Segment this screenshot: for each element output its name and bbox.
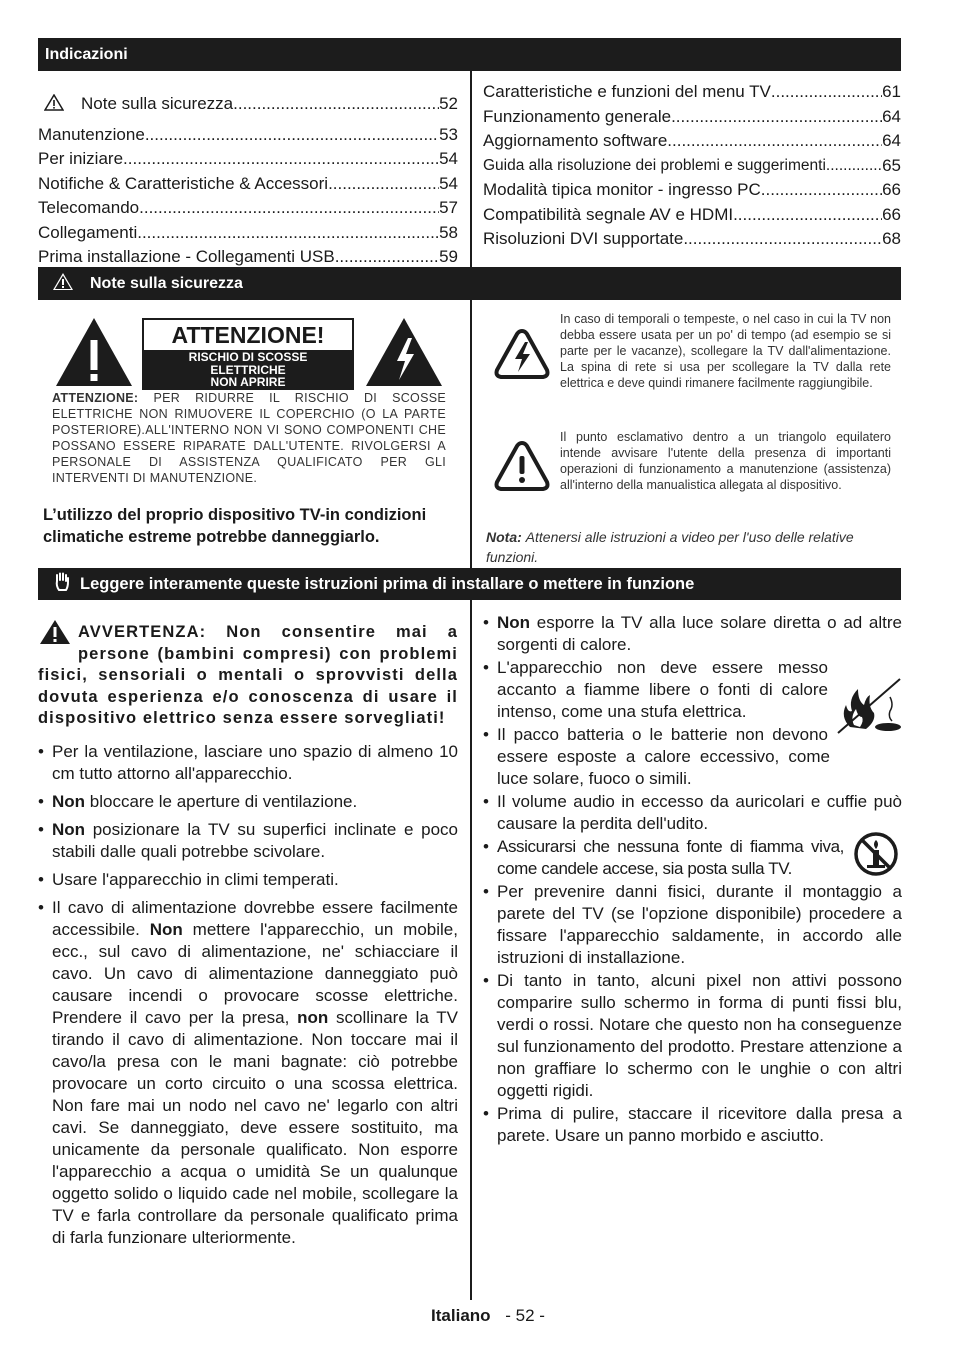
- note-label: Nota:: [486, 529, 522, 545]
- lightning-triangle-icon: [364, 316, 444, 388]
- list-item: • Per prevenire danni fisici, durante il montaggio a parete del TV (se l'opzione disponibile) procedere a fissare l'apparecchio saldamente, in accordo alle istruzioni di installazione.: [483, 881, 902, 969]
- list-item: • Di tanto in tanto, alcuni pixel non attivi possono comparire sullo schermo in forma di punti fissi blu, verdi o rossi. Notare che questo non ha conseguenze sul funzionamento del prodotto. Prestare attenzione a non graffiare lo schermo con le unghie o con altri oggetti rigidi.: [483, 970, 902, 1102]
- toc-entry[interactable]: [483, 80, 901, 105]
- footer: [0, 1306, 954, 1326]
- toc-page: 54: [439, 149, 458, 168]
- toc-right: [483, 80, 901, 252]
- caution-line: ELETTRICHE: [210, 362, 286, 377]
- toc-label: Funzionamento generale: [483, 106, 672, 126]
- toc-page: 66: [882, 180, 901, 199]
- hand-icon: [54, 572, 80, 597]
- caution-block: [38, 308, 458, 508]
- list-item: • Assicurarsi che nessuna fonte di fiamma viva, come candele accese, sia posta sulla TV.: [483, 836, 902, 880]
- caution-label-box: [142, 318, 354, 390]
- toc-page: 65: [882, 155, 901, 175]
- toc-page: 52: [439, 94, 458, 113]
- list-item: • Il volume audio in eccesso da auricolari e cuffie può causare la perdita dell'udito.: [483, 791, 902, 835]
- toc-page: 58: [439, 222, 458, 242]
- list-item: • Prima di pulire, staccare il ricevitore dalla presa a parete. Usare un panno morbido e asciutto.: [483, 1103, 902, 1147]
- warning-triangle-icon: [52, 272, 90, 296]
- caution-text: [52, 390, 446, 486]
- caution-line: NON APRIRE: [210, 375, 286, 389]
- toc-page: 64: [882, 131, 901, 150]
- toc-label: Guida alla risoluzione dei problemi e suggerimenti: [483, 156, 826, 174]
- instructions-divider: [470, 600, 472, 1300]
- caution-text-label: ATTENZIONE:: [52, 391, 139, 405]
- toc-entry[interactable]: [483, 178, 901, 203]
- warning-triangle-icon: [38, 619, 72, 645]
- list-item: • L'apparecchio non deve essere messo accanto a fiamme libere o fonti di calore intenso, come una stufa elettrica.: [483, 657, 902, 723]
- toc-label: Aggiornamento software: [483, 131, 668, 150]
- read-instructions-title: Leggere interamente queste istruzioni prima di installare o mettere in funzione: [80, 574, 695, 593]
- toc-label: Telecomando: [38, 198, 140, 217]
- toc-page: 59: [439, 247, 458, 266]
- note: [486, 527, 904, 567]
- caution-line: RISCHIO DI SCOSSE: [188, 350, 308, 364]
- toc-label: Compatibilità segnale AV e HDMI: [483, 204, 734, 224]
- avvertenza-block: [38, 622, 458, 730]
- safety-divider: [470, 300, 472, 568]
- toc-page: 68: [882, 229, 901, 248]
- extreme-weather-warning: L’utilizzo del proprio dispositivo TV-in condizioni climatiche estreme potrebbe danneggiarlo.: [43, 506, 427, 546]
- caution-heading: ATTENZIONE!: [171, 322, 325, 348]
- toc-label: Collegamenti: [38, 222, 138, 242]
- toc-divider: [470, 71, 472, 267]
- list-item: • Il pacco batteria o le batterie non devono essere esposte a calore eccessivo, come luce solare, fuoco o simili.: [483, 724, 902, 790]
- exclamation-triangle-icon: [54, 316, 134, 388]
- toc-label: Manutenzione: [38, 124, 145, 144]
- lightning-text: In caso di temporali o tempeste, o nel caso in cui la TV non debba essere usata per un po' di tempo (ad esempio se si parte per le vacanze), scollegare la TV dall'alimentazione. La spina di rete si usa per scollegare la TV dalla rete elettrica e deve quindi rimanere facilmente raggiungibile.: [560, 312, 891, 390]
- exclamation-text: Il punto esclamativo dentro a un triangolo equilatero intende avvisare l'utente della presenza di importanti operazioni di funzionamento a manutenzione (assistenza) all'interno della manualistica allegata al dispositivo.: [560, 430, 891, 492]
- toc-page: 53: [439, 124, 458, 144]
- toc-entry[interactable]: [483, 227, 901, 252]
- toc-entry[interactable]: [483, 105, 901, 130]
- list-item: • Non esporre la TV alla luce solare diretta o ad altre sorgenti di calore.: [483, 612, 902, 656]
- toc-label: Note sulla sicurezza: [81, 94, 234, 113]
- toc-page: 57: [439, 198, 458, 217]
- exclamation-rounded-icon: [494, 440, 550, 492]
- toc-label: Notifiche & Caratteristiche & Accessori: [38, 173, 329, 193]
- toc-label: Per iniziare: [38, 149, 124, 168]
- toc-page: 54: [439, 173, 458, 193]
- toc-label: Modalità tipica monitor - ingresso PC: [483, 180, 761, 199]
- toc-label: Prima installazione - Collegamenti USB: [38, 247, 335, 266]
- right-instructions-list: [483, 612, 902, 1153]
- list-item: • Usare l'apparecchio in climi temperati.: [38, 869, 458, 891]
- lightning-rounded-icon: [494, 328, 550, 380]
- list-item: • Non bloccare le aperture di ventilazione.: [38, 791, 458, 813]
- toc-header-bar: [38, 38, 901, 71]
- toc-left: [38, 92, 458, 270]
- list-item: • Il cavo di alimentazione dovrebbe essere facilmente accessibile. Non mettere l'apparecchio, un mobile, ecc., sul cavo di alimentazione, ne' schiacciare il cavo. Un cavo di alimentazione danneggiato può causare incendi o provocare scosse elettriche. Prendere il cavo per la presa, non scollinare la TV tirando il cavo di alimentazione. Non toccare mai il cavo/la presa con le mani bagnate: ciò potrebbe provocare un corto circuito o una scossa elettrica. Non fare mai un nodo nel cavo ne' legarlo con altri cavi. Se danneggiato, deve essere sostituito, ma unicamente da personale qualificato. Non esporre l'apparecchio a acqua o umidità Se un qualunque oggetto solido o liquido cade nel mobile, scollegare la TV e farla controllare da personale qualificato prima di farla funzionare ulteriormente.: [38, 897, 458, 1249]
- toc-header-title: Indicazioni: [45, 45, 128, 63]
- toc-page: 61: [882, 82, 901, 101]
- toc-page: 66: [882, 204, 901, 224]
- footer-page-number: - 52 -: [505, 1306, 545, 1325]
- read-instructions-bar: [38, 568, 901, 600]
- toc-entry[interactable]: [483, 203, 901, 228]
- no-candle-icon: [852, 830, 900, 878]
- footer-language: Italiano: [431, 1306, 491, 1325]
- toc-entry[interactable]: [483, 154, 901, 179]
- toc-entry[interactable]: [38, 147, 458, 172]
- toc-label: Caratteristiche e funzioni del menu TV: [483, 82, 771, 101]
- left-instructions-list: [38, 741, 458, 1255]
- toc-entry[interactable]: [38, 196, 458, 221]
- avvertenza-text: AVVERTENZA: Non consentire mai a persone (bambini compresi) con problemi fisici, sensoriali o mentali o sprovvisti della dovuta esperienza e/o conoscenza di usare il dispositivo elettrico senza essere sorvegliati!: [38, 623, 458, 727]
- toc-entry[interactable]: [38, 172, 458, 197]
- caution-dark-band: [144, 350, 352, 388]
- toc-page: 64: [882, 106, 901, 126]
- toc-entry[interactable]: [38, 221, 458, 246]
- caution-text-body: PER RIDURRE IL RISCHIO DI SCOSSE ELETTRICHE NON RIMUOVERE IL COPERCHIO (O LA PARTE POSTERIORE).ALL'INTERNO NON VI SONO COMPONENTI CHE POSSANO ESSERE RIPARATE DALL'UTENTE. RIVOLGERSI A PERSONALE DI ASSISTENZA QUALIFICATO PER GLI INTERVENTI DI MANUTENZIONE.: [52, 391, 446, 485]
- toc-entry[interactable]: [38, 245, 458, 270]
- toc-entry[interactable]: [483, 129, 901, 154]
- toc-label: Risoluzioni DVI supportate: [483, 229, 684, 248]
- safety-header-title: Note sulla sicurezza: [90, 274, 243, 292]
- note-text: Attenersi alle istruzioni a video per l'uso delle relative funzioni.: [486, 529, 854, 565]
- safety-header-bar: [38, 267, 901, 300]
- toc-entry[interactable]: [38, 92, 458, 119]
- warning-triangle-icon: [38, 92, 81, 119]
- toc-entry[interactable]: [38, 123, 458, 148]
- list-item: • Non posizionare la TV su superfici inclinate e poco stabili dalle quali potrebbe scivolare.: [38, 819, 458, 863]
- list-item: • Per la ventilazione, lasciare uno spazio di almeno 10 cm tutto attorno all'apparecchio.: [38, 741, 458, 785]
